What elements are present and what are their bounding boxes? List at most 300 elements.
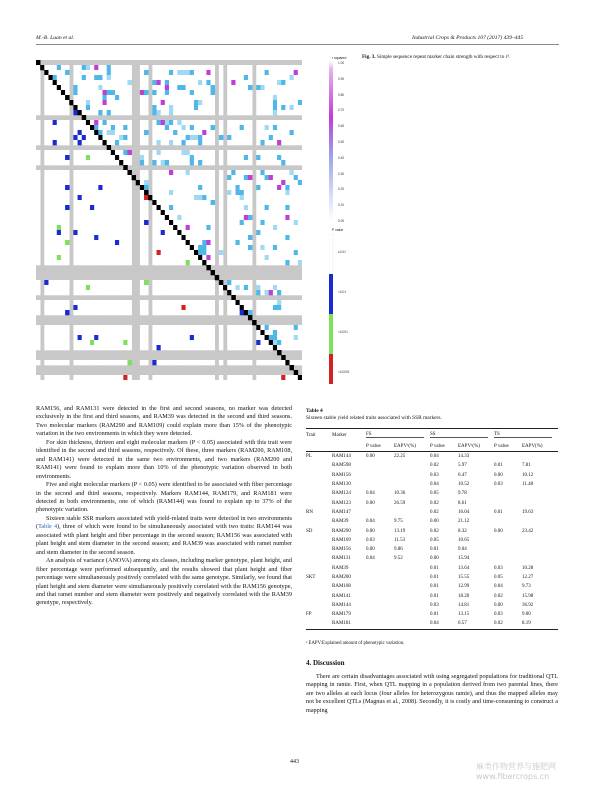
heatmap-cell bbox=[107, 285, 111, 290]
heatmap-cell bbox=[194, 285, 198, 290]
heatmap-cell bbox=[48, 230, 52, 235]
heatmap-cell bbox=[256, 235, 260, 240]
heatmap-cell bbox=[285, 135, 289, 140]
heatmap-cell bbox=[111, 255, 115, 260]
table-cell bbox=[394, 610, 430, 619]
heatmap-cell bbox=[65, 340, 69, 345]
heatmap-cell bbox=[65, 150, 69, 155]
heatmap-cell bbox=[248, 375, 252, 380]
heatmap-cell bbox=[186, 170, 190, 175]
heatmap-cell bbox=[206, 290, 210, 295]
heatmap-cell bbox=[44, 250, 48, 255]
heatmap-cell bbox=[140, 90, 144, 95]
heatmap-cell bbox=[107, 140, 111, 145]
heatmap-cell bbox=[169, 310, 173, 315]
heatmap-cell bbox=[161, 70, 165, 75]
heatmap-cell bbox=[281, 80, 285, 85]
heatmap-cell bbox=[190, 225, 194, 230]
heatmap-cell bbox=[94, 85, 98, 90]
heatmap-cell bbox=[82, 375, 86, 380]
heatmap-cell bbox=[119, 120, 123, 125]
heatmap-cell bbox=[260, 140, 264, 145]
heatmap-cell bbox=[298, 245, 302, 250]
heatmap-cell bbox=[127, 135, 131, 140]
heatmap-cell bbox=[98, 140, 102, 145]
heatmap-cell bbox=[115, 225, 119, 230]
heatmap-cell bbox=[277, 175, 281, 180]
heatmap-cell bbox=[73, 80, 77, 85]
heatmap-cell bbox=[177, 290, 181, 295]
heatmap-cell bbox=[290, 195, 294, 200]
heatmap-cell bbox=[265, 160, 269, 165]
heatmap-cell bbox=[202, 220, 206, 225]
heatmap-cell bbox=[186, 100, 190, 105]
heatmap-cell bbox=[240, 125, 244, 130]
heatmap-cell bbox=[173, 100, 177, 105]
heatmap-cell bbox=[277, 100, 281, 105]
heatmap-cell bbox=[123, 255, 127, 260]
heatmap-cell bbox=[202, 70, 206, 75]
heatmap-cell bbox=[127, 375, 131, 380]
heatmap-cell bbox=[227, 120, 231, 125]
heatmap-cell bbox=[281, 215, 285, 220]
heatmap-cell bbox=[169, 140, 173, 145]
heatmap-cell bbox=[256, 75, 260, 80]
heatmap-cell bbox=[206, 205, 210, 210]
heatmap-cell bbox=[198, 175, 202, 180]
heatmap-cell bbox=[161, 245, 165, 250]
heatmap-cell bbox=[202, 150, 206, 155]
heatmap-cell bbox=[119, 230, 123, 235]
heatmap-cell bbox=[78, 330, 82, 335]
heatmap-cell bbox=[44, 255, 48, 260]
heatmap-cell bbox=[173, 130, 177, 135]
heatmap-cell bbox=[198, 130, 202, 135]
heatmap-cell bbox=[36, 120, 40, 125]
heatmap-cell bbox=[127, 90, 131, 95]
heatmap-cell bbox=[227, 205, 231, 210]
table-cell bbox=[522, 452, 558, 462]
heatmap-cell bbox=[107, 330, 111, 335]
heatmap-cell bbox=[198, 215, 202, 220]
heatmap-cell bbox=[90, 280, 94, 285]
heatmap-cell bbox=[240, 255, 244, 260]
heatmap-cell bbox=[78, 225, 82, 230]
heatmap-cell bbox=[61, 125, 65, 130]
heatmap-cell bbox=[198, 135, 202, 140]
heatmap-cell bbox=[65, 170, 69, 175]
table-cell: SD bbox=[306, 528, 313, 534]
heatmap-cell bbox=[36, 335, 40, 340]
heatmap-cell bbox=[144, 300, 148, 305]
heatmap-cell bbox=[240, 95, 244, 100]
heatmap-cell bbox=[277, 65, 281, 70]
heatmap-cell bbox=[202, 280, 206, 285]
heatmap-cell bbox=[157, 185, 161, 190]
heatmap-cell bbox=[240, 120, 244, 125]
heatmap-cell bbox=[173, 85, 177, 90]
heatmap-cell bbox=[181, 100, 185, 105]
heatmap-cell bbox=[227, 105, 231, 110]
heatmap-cell bbox=[236, 285, 240, 290]
heatmap-cell bbox=[206, 230, 210, 235]
heatmap-cell bbox=[152, 260, 156, 265]
heatmap-cell bbox=[165, 260, 169, 265]
heatmap-cell bbox=[294, 340, 298, 345]
heatmap-cell bbox=[115, 310, 119, 315]
heatmap-cell bbox=[248, 70, 252, 75]
table-cell bbox=[366, 591, 394, 600]
heatmap-cell bbox=[119, 190, 123, 195]
heatmap-cell bbox=[152, 120, 156, 125]
heatmap-cell bbox=[186, 335, 190, 340]
heatmap-cell bbox=[157, 195, 161, 200]
heatmap-cell bbox=[211, 95, 215, 100]
heatmap-cell bbox=[86, 85, 90, 90]
heatmap-cell bbox=[194, 250, 198, 255]
heatmap-cell bbox=[82, 155, 86, 160]
heatmap-cell bbox=[115, 160, 119, 165]
heatmap-cell bbox=[123, 245, 127, 250]
heatmap-cell bbox=[277, 85, 281, 90]
heatmap-cell bbox=[273, 75, 277, 80]
heatmap-cell bbox=[260, 135, 264, 140]
heatmap-cell bbox=[273, 285, 277, 290]
heatmap-cell bbox=[177, 110, 181, 115]
heatmap-cell bbox=[57, 135, 61, 140]
heatmap-cell bbox=[73, 345, 77, 350]
heatmap-cell bbox=[65, 250, 69, 255]
r2-scale-bar bbox=[329, 61, 333, 221]
heatmap-cell bbox=[244, 150, 248, 155]
heatmap-cell bbox=[298, 75, 302, 80]
heatmap-cell bbox=[82, 305, 86, 310]
heatmap-cell bbox=[119, 185, 123, 190]
heatmap-cell bbox=[219, 210, 223, 215]
heatmap-cell bbox=[198, 280, 202, 285]
heatmap-cell bbox=[173, 185, 177, 190]
heatmap-cell bbox=[190, 70, 194, 75]
heatmap-cell bbox=[61, 75, 65, 80]
heatmap-cell bbox=[73, 205, 77, 210]
heatmap-cell bbox=[73, 335, 77, 340]
heatmap-cell bbox=[48, 85, 52, 90]
heatmap-cell bbox=[82, 65, 86, 70]
heatmap-cell bbox=[69, 100, 73, 105]
heatmap-cell bbox=[236, 345, 240, 350]
heatmap-cell bbox=[119, 135, 123, 140]
heatmap-cell bbox=[231, 260, 235, 265]
heatmap-cell bbox=[36, 125, 40, 130]
heatmap-cell bbox=[198, 345, 202, 350]
table-cell: 26.59 bbox=[394, 500, 406, 506]
heatmap-cell bbox=[78, 80, 82, 85]
heatmap-cell bbox=[277, 245, 281, 250]
heatmap-cell bbox=[44, 240, 48, 245]
heatmap-cell bbox=[61, 100, 65, 105]
heatmap-cell bbox=[136, 180, 140, 185]
heatmap-cell bbox=[103, 345, 107, 350]
heatmap-cell bbox=[36, 210, 40, 215]
heatmap-cell bbox=[294, 300, 298, 305]
heatmap-cell bbox=[90, 220, 94, 225]
heatmap-cell bbox=[123, 280, 127, 285]
heatmap-cell bbox=[123, 65, 127, 70]
heatmap-cell bbox=[256, 135, 260, 140]
heatmap-cell bbox=[152, 125, 156, 130]
heatmap-cell bbox=[157, 325, 161, 330]
heatmap-cell bbox=[61, 240, 65, 245]
heatmap-cell bbox=[78, 170, 82, 175]
heatmap-cell bbox=[78, 130, 82, 135]
table-cell bbox=[394, 591, 430, 600]
heatmap-cell bbox=[111, 175, 115, 180]
table-cell: RAM39 bbox=[332, 519, 349, 525]
heatmap-cell bbox=[152, 100, 156, 105]
heatmap-cell bbox=[273, 95, 277, 100]
heatmap-cell bbox=[206, 300, 210, 305]
heatmap-cell bbox=[119, 220, 123, 225]
heatmap-cell bbox=[94, 150, 98, 155]
heatmap-cell bbox=[165, 210, 169, 215]
heatmap-cell bbox=[186, 230, 190, 235]
heatmap-cell bbox=[236, 310, 240, 315]
table-cell: 0.04 bbox=[366, 519, 375, 525]
heatmap-cell bbox=[273, 135, 277, 140]
heatmap-cell bbox=[285, 120, 289, 125]
heatmap-cell bbox=[48, 65, 52, 70]
heatmap-cell bbox=[256, 240, 260, 245]
heatmap-cell bbox=[86, 135, 90, 140]
heatmap-cell bbox=[248, 200, 252, 205]
heatmap-cell bbox=[107, 110, 111, 115]
heatmap-cell bbox=[281, 220, 285, 225]
heatmap-cell bbox=[61, 95, 65, 100]
heatmap-cell bbox=[115, 125, 119, 130]
heatmap-cell bbox=[260, 105, 264, 110]
heatmap-cell bbox=[298, 255, 302, 260]
heatmap-cell bbox=[206, 150, 210, 155]
heatmap-cell bbox=[144, 285, 148, 290]
heatmap-cell bbox=[107, 360, 111, 365]
heatmap-cell bbox=[94, 160, 98, 165]
heatmap-cell bbox=[165, 100, 169, 105]
heatmap-cell bbox=[181, 175, 185, 180]
table-cell: 0.02 bbox=[430, 528, 439, 534]
heatmap-cell bbox=[123, 200, 127, 205]
heatmap-cell bbox=[65, 290, 69, 295]
heatmap-cell bbox=[53, 220, 57, 225]
heatmap-cell bbox=[181, 125, 185, 130]
heatmap-cell bbox=[140, 225, 144, 230]
heatmap-cell bbox=[194, 80, 198, 85]
heatmap-cell bbox=[152, 290, 156, 295]
heatmap-cell bbox=[285, 190, 289, 195]
heatmap-cell bbox=[240, 305, 244, 310]
heatmap-cell bbox=[86, 205, 90, 210]
heatmap-cell bbox=[269, 240, 273, 245]
heatmap-cell bbox=[161, 140, 165, 145]
heatmap-cell bbox=[90, 120, 94, 125]
heatmap-cell bbox=[111, 180, 115, 185]
table-row bbox=[306, 480, 558, 489]
heatmap-cell bbox=[277, 285, 281, 290]
heatmap-cell bbox=[152, 330, 156, 335]
heatmap-cell bbox=[211, 135, 215, 140]
heatmap-cell bbox=[277, 105, 281, 110]
table-cell: RAM109 bbox=[332, 537, 351, 543]
heatmap-cell bbox=[181, 340, 185, 345]
heatmap-cell bbox=[186, 235, 190, 240]
heatmap-cell bbox=[240, 290, 244, 295]
table-cell bbox=[366, 480, 394, 489]
heatmap-cell bbox=[119, 240, 123, 245]
heatmap-cell bbox=[281, 130, 285, 135]
heatmap-cell bbox=[206, 245, 210, 250]
heatmap-cell bbox=[269, 180, 273, 185]
heatmap-cell bbox=[219, 215, 223, 220]
heatmap-cell bbox=[144, 250, 148, 255]
heatmap-cell bbox=[98, 190, 102, 195]
heatmap-cell bbox=[165, 360, 169, 365]
heatmap-cell bbox=[152, 150, 156, 155]
heatmap-cell bbox=[53, 80, 57, 85]
table-cell bbox=[306, 471, 332, 480]
heatmap-cell bbox=[269, 185, 273, 190]
heatmap-cell bbox=[248, 225, 252, 230]
heatmap-cell bbox=[236, 260, 240, 265]
table-cell: PL bbox=[306, 454, 312, 460]
heatmap-cell bbox=[152, 140, 156, 145]
heatmap-cell bbox=[244, 80, 248, 85]
table-cell: 0.04 bbox=[430, 482, 439, 488]
heatmap-cell bbox=[73, 230, 77, 235]
heatmap-cell bbox=[169, 65, 173, 70]
heatmap-cell bbox=[82, 235, 86, 240]
heatmap-cell bbox=[236, 230, 240, 235]
heatmap-cell bbox=[157, 215, 161, 220]
heatmap-cell bbox=[90, 325, 94, 330]
heatmap-cell bbox=[61, 300, 65, 305]
heatmap-cell bbox=[115, 200, 119, 205]
heatmap-cell bbox=[98, 260, 102, 265]
heatmap-cell bbox=[94, 125, 98, 130]
heatmap-cell bbox=[269, 250, 273, 255]
heatmap-cell bbox=[140, 325, 144, 330]
table-cell: 6.47 bbox=[458, 472, 467, 478]
heatmap-cell bbox=[285, 65, 289, 70]
table-cell bbox=[366, 471, 394, 480]
heatmap-cell bbox=[119, 330, 123, 335]
heatmap-cell bbox=[211, 75, 215, 80]
heatmap-cell bbox=[281, 175, 285, 180]
heatmap-cell bbox=[173, 335, 177, 340]
heatmap-cell bbox=[119, 200, 123, 205]
heatmap-cell bbox=[273, 125, 277, 130]
heatmap-cell bbox=[265, 290, 269, 295]
heatmap-cell bbox=[161, 130, 165, 135]
heatmap-cell bbox=[194, 205, 198, 210]
heatmap-cell bbox=[161, 150, 165, 155]
heatmap-cell bbox=[86, 160, 90, 165]
heatmap-cell bbox=[107, 310, 111, 315]
heatmap-cell bbox=[277, 190, 281, 195]
heatmap-cell bbox=[127, 185, 131, 190]
heatmap-cell bbox=[248, 290, 252, 295]
heatmap-cell bbox=[194, 255, 198, 260]
heatmap-cell bbox=[111, 150, 115, 155]
heatmap-cell bbox=[294, 250, 298, 255]
heatmap-cell bbox=[281, 105, 285, 110]
heatmap-cell bbox=[82, 225, 86, 230]
heatmap-cell bbox=[231, 290, 235, 295]
heatmap-cell bbox=[248, 180, 252, 185]
heatmap-cell bbox=[281, 300, 285, 305]
heatmap-cell bbox=[73, 210, 77, 215]
heatmap-cell bbox=[231, 225, 235, 230]
heatmap-cell bbox=[298, 215, 302, 220]
heatmap-cell bbox=[144, 90, 148, 95]
heatmap-cell bbox=[240, 105, 244, 110]
heatmap-cell bbox=[123, 310, 127, 315]
heatmap-cell bbox=[181, 305, 185, 310]
heatmap-cell bbox=[48, 255, 52, 260]
heatmap-cell bbox=[169, 225, 173, 230]
heatmap-cell bbox=[78, 185, 82, 190]
heatmap-cell bbox=[82, 135, 86, 140]
heatmap-cell bbox=[281, 260, 285, 265]
heatmap-cell bbox=[211, 80, 215, 85]
heatmap-cell bbox=[119, 290, 123, 295]
heatmap-cell bbox=[94, 195, 98, 200]
heatmap-cell bbox=[36, 340, 40, 345]
heatmap-cell bbox=[44, 225, 48, 230]
heatmap-cell bbox=[211, 210, 215, 215]
heatmap-cell bbox=[290, 335, 294, 340]
heatmap-cell bbox=[119, 100, 123, 105]
table-4-link[interactable]: Table 4 bbox=[38, 523, 58, 531]
heatmap-cell bbox=[298, 95, 302, 100]
heatmap-cell bbox=[265, 375, 269, 380]
heatmap-cell bbox=[206, 140, 210, 145]
heatmap-cell bbox=[260, 330, 264, 335]
ld-heatmap-figure bbox=[36, 60, 302, 380]
heatmap-cell bbox=[94, 235, 98, 240]
heatmap-cell bbox=[298, 130, 302, 135]
heatmap-cell bbox=[277, 225, 281, 230]
heatmap-cell bbox=[78, 255, 82, 260]
heatmap-cell bbox=[181, 120, 185, 125]
heatmap-cell bbox=[236, 155, 240, 160]
heatmap-cell bbox=[236, 110, 240, 115]
table-cell: RAM156 bbox=[332, 472, 351, 478]
heatmap-cell bbox=[123, 230, 127, 235]
heatmap-cell bbox=[290, 345, 294, 350]
heatmap-cell bbox=[94, 260, 98, 265]
heatmap-cell bbox=[86, 300, 90, 305]
heatmap-cell bbox=[277, 135, 281, 140]
heatmap-cell bbox=[90, 345, 94, 350]
heatmap-cell bbox=[248, 230, 252, 235]
heatmap-cell bbox=[273, 80, 277, 85]
heatmap-cell bbox=[219, 260, 223, 265]
heatmap-cell bbox=[103, 175, 107, 180]
heatmap-cell bbox=[140, 230, 144, 235]
heatmap-cell bbox=[240, 300, 244, 305]
heatmap-cell bbox=[240, 330, 244, 335]
heatmap-cell bbox=[211, 285, 215, 290]
heatmap-cell bbox=[123, 375, 127, 380]
